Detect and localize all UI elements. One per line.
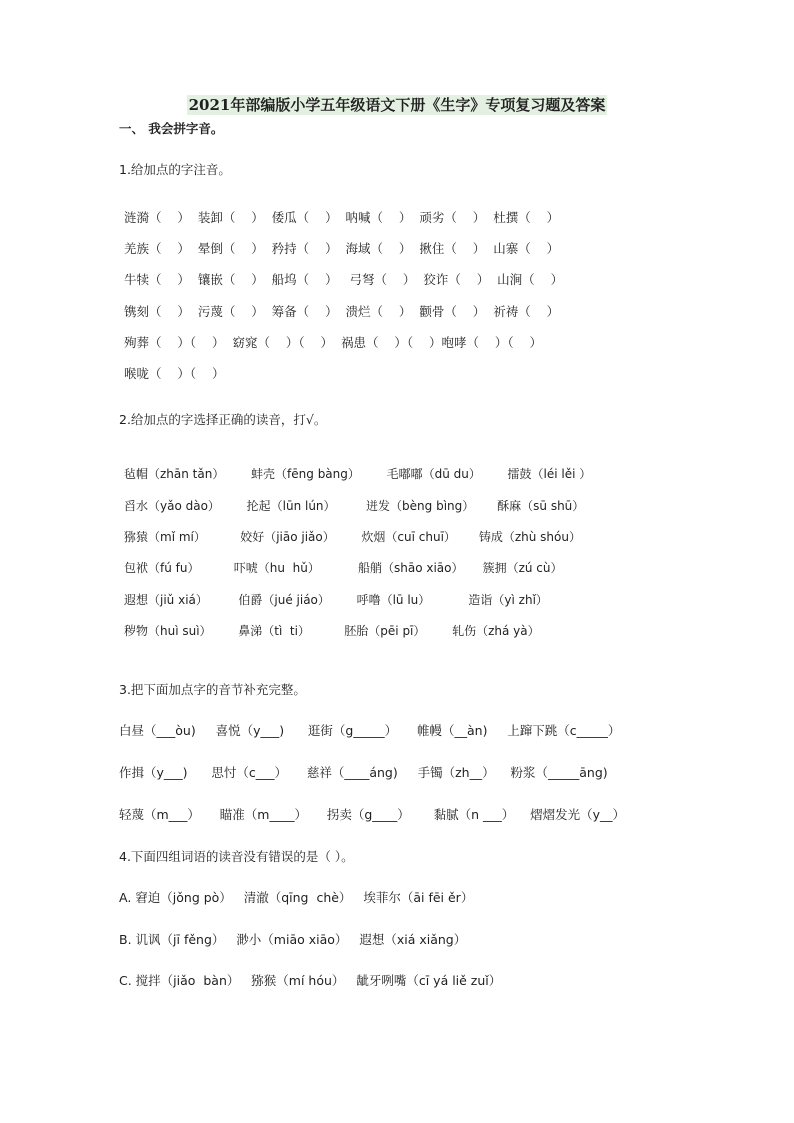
q1-row: 牛犊（ ） 镶嵌（ ） 船坞（ ） 弓弩（ ） 狡诈（ ） 山涧（ ）: [124, 272, 564, 287]
section-heading: 一、 我会拼字音。: [119, 121, 224, 136]
q3-row: 轻蔑（m___） 瞄准（m____） 拐卖（g____） 黏腻（n ___） 熠熠发光（y__）: [119, 807, 626, 822]
page-title: 2021年部编版小学五年级语文下册《生字》专项复习题及答案: [188, 96, 606, 114]
q1-row: 涟漪（ ） 装卸（ ） 倭瓜（ ） 呐喊（ ） 顽劣（ ） 杜撰（ ）: [124, 210, 560, 225]
q2-row: 秽物（huì suì） 鼻涕（tì ti） 胚胎（pēi pī） 轧伤（zhá yà）: [124, 624, 540, 638]
q4-option-c: C. 搅拌（jiǎo bàn） 猕猴（mí hóu） 龇牙咧嘴（cī yá liě zuǐ）: [119, 973, 502, 988]
question-4-heading: 4.下面四组词语的读音没有错误的是（ ）。: [119, 849, 354, 864]
q4-option-b: B. 讥讽（jī fěng） 渺小（miāo xiāo） 遐想（xiá xiǎng）: [119, 932, 467, 947]
q1-row: 喉咙（ ）（ ）: [124, 366, 225, 381]
question-1-heading: 1.给加点的字注音。: [119, 162, 231, 177]
q2-row: 遐想（jiǔ xiá） 伯爵（jué jiáo） 呼噜（lū lu） 造诣（yì zhǐ）: [124, 593, 548, 607]
q2-row: 舀水（yǎo dào） 抡起（lūn lún） 迸发（bèng bìng） 酥麻（sū shū）: [124, 499, 585, 513]
q1-row: 殉葬（ ）（ ） 窈窕（ ）（ ） 祸患（ ）（ ）咆哮（ ）（ ）: [124, 335, 543, 350]
q1-row: 羌族（ ） 晕倒（ ） 矜持（ ） 海域（ ） 揪住（ ） 山寨（ ）: [124, 241, 560, 256]
q2-row: 包袱（fú fu） 吓唬（hu hǔ） 船艄（shāo xiāo） 簇拥（zú cù）: [124, 561, 563, 575]
q2-row: 猕猿（mǐ mí） 姣好（jiāo jiǎo） 炊烟（cuī chuī） 铸成（zhù shóu）: [124, 530, 581, 544]
q4-option-a: A. 窘迫（jǒng pò） 清澈（qīng chè） 埃菲尔（āi fēi ěr）: [119, 890, 474, 905]
question-2-heading: 2.给加点的字选择正确的读音，打√。: [119, 412, 327, 427]
q2-row: 毡帽（zhān tǎn） 蚌壳（fēng bàng） 毛嘟嘟（dū du） 擂鼓（léi lěi ）: [124, 467, 592, 481]
question-3-heading: 3.把下面加点字的音节补充完整。: [119, 682, 306, 697]
q3-row: 作揖（y___) 思忖（c___） 慈祥（____áng) 手镯（zh__） 粉浆（_____āng): [119, 765, 608, 780]
q3-row: 白昼（___òu) 喜悦（y___) 逛街（g_____） 帷幔（__àn) 上蹿下跳（c_____）: [119, 723, 621, 738]
q1-row: 镌刻（ ） 污蔑（ ） 筹备（ ） 溃烂（ ） 颧骨（ ） 祈祷（ ）: [124, 304, 560, 319]
